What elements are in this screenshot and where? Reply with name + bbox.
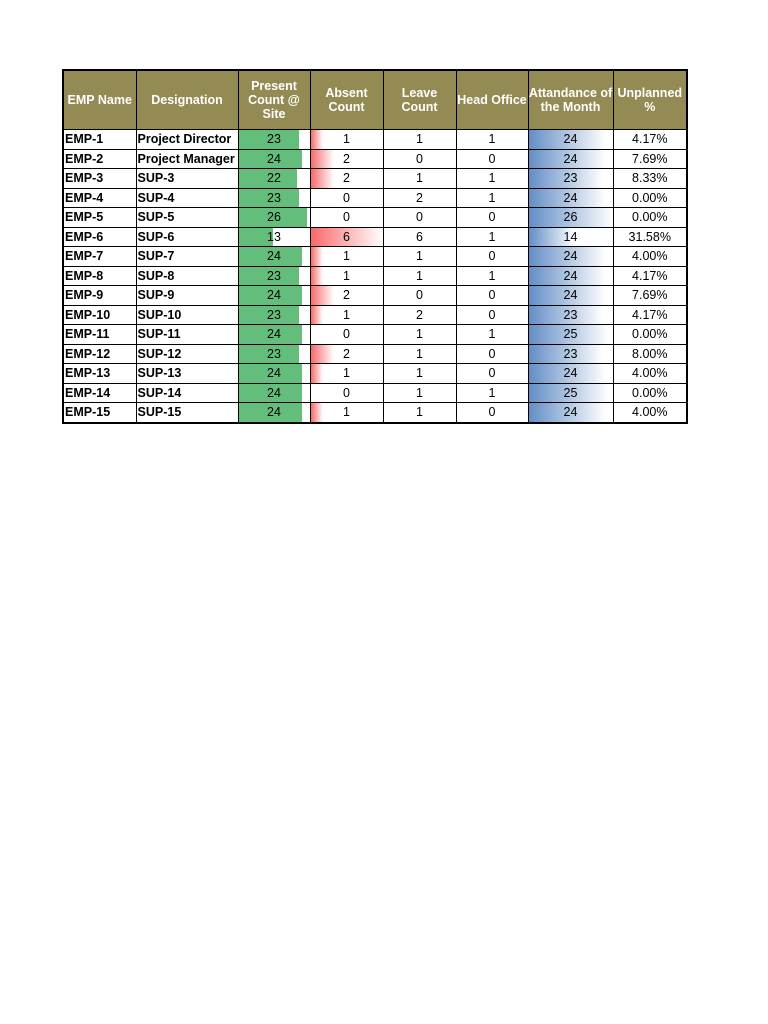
cell-emp-name[interactable]: EMP-12 — [63, 344, 136, 364]
cell-present-count[interactable] — [238, 227, 310, 247]
cell-designation[interactable]: Project Director — [136, 130, 238, 150]
cell-head-office[interactable]: 0 — [456, 403, 528, 423]
cell-present-count[interactable] — [238, 325, 310, 345]
cell-leave-count[interactable]: 1 — [383, 169, 456, 189]
cell-unplanned[interactable]: 4.00% — [613, 403, 687, 423]
cell-designation[interactable]: SUP-12 — [136, 344, 238, 364]
cell-leave-count[interactable]: 1 — [383, 344, 456, 364]
cell-absent-count[interactable] — [310, 169, 383, 189]
cell-present-count[interactable] — [238, 403, 310, 423]
cell-designation[interactable]: SUP-15 — [136, 403, 238, 423]
cell-attendance[interactable] — [528, 364, 613, 384]
cell-head-office[interactable]: 1 — [456, 227, 528, 247]
header-leave-count[interactable]: Leave Count — [383, 70, 456, 130]
cell-attendance-value: 23 — [563, 346, 578, 361]
header-row — [63, 70, 687, 130]
cell-attendance[interactable] — [528, 149, 613, 169]
cell-present-count-value: 24 — [267, 366, 281, 381]
cell-present-count-value: 24 — [267, 288, 281, 303]
cell-head-office[interactable]: 0 — [456, 305, 528, 325]
cell-absent-count-value: 1 — [343, 249, 350, 264]
cell-present-count[interactable] — [238, 247, 310, 267]
cell-present-count-value: 23 — [267, 346, 281, 361]
cell-absent-count[interactable] — [310, 364, 383, 384]
cell-absent-count-databar — [311, 267, 323, 286]
cell-designation[interactable]: SUP-3 — [136, 169, 238, 189]
table-row — [63, 364, 687, 384]
cell-present-count[interactable] — [238, 266, 310, 286]
table-row — [63, 247, 687, 267]
cell-designation[interactable]: SUP-14 — [136, 383, 238, 403]
cell-present-count-value: 23 — [267, 132, 281, 147]
cell-absent-count[interactable] — [310, 188, 383, 208]
table-row — [63, 208, 687, 228]
table-row — [63, 227, 687, 247]
cell-absent-count-value: 2 — [343, 346, 350, 361]
cell-leave-count[interactable]: 1 — [383, 325, 456, 345]
cell-present-count[interactable] — [238, 149, 310, 169]
cell-present-count-value: 23 — [267, 268, 281, 283]
cell-present-count-value: 24 — [267, 385, 281, 400]
cell-present-count[interactable] — [238, 344, 310, 364]
cell-absent-count-databar — [311, 130, 323, 149]
cell-attendance[interactable] — [528, 383, 613, 403]
cell-absent-count-databar — [311, 247, 323, 266]
cell-absent-count[interactable] — [310, 130, 383, 150]
cell-designation[interactable]: SUP-11 — [136, 325, 238, 345]
cell-present-count-value: 22 — [267, 171, 281, 186]
cell-present-count[interactable] — [238, 286, 310, 306]
cell-emp-name[interactable]: EMP-10 — [63, 305, 136, 325]
cell-leave-count[interactable]: 2 — [383, 305, 456, 325]
cell-emp-name[interactable]: EMP-5 — [63, 208, 136, 228]
cell-head-office[interactable]: 1 — [456, 266, 528, 286]
cell-attendance-value: 25 — [563, 327, 578, 342]
cell-unplanned[interactable]: 4.17% — [613, 305, 687, 325]
cell-designation[interactable]: SUP-9 — [136, 286, 238, 306]
cell-unplanned[interactable]: 31.58% — [613, 227, 687, 247]
cell-absent-count-value: 1 — [343, 132, 350, 147]
cell-absent-count[interactable] — [310, 286, 383, 306]
cell-attendance-value: 25 — [563, 385, 578, 400]
cell-head-office[interactable]: 0 — [456, 149, 528, 169]
cell-present-count-value: 24 — [267, 405, 281, 420]
cell-absent-count-databar — [311, 306, 323, 325]
cell-unplanned[interactable]: 7.69% — [613, 286, 687, 306]
cell-designation[interactable]: SUP-7 — [136, 247, 238, 267]
cell-head-office[interactable]: 1 — [456, 325, 528, 345]
table-body — [63, 130, 687, 423]
cell-unplanned[interactable]: 4.00% — [613, 247, 687, 267]
cell-emp-name[interactable]: EMP-8 — [63, 266, 136, 286]
cell-present-count[interactable] — [238, 383, 310, 403]
cell-emp-name[interactable]: EMP-9 — [63, 286, 136, 306]
cell-attendance-value: 24 — [563, 268, 578, 283]
cell-designation[interactable]: SUP-4 — [136, 188, 238, 208]
cell-attendance-value: 24 — [563, 288, 578, 303]
table-row — [63, 344, 687, 364]
cell-present-count[interactable] — [238, 364, 310, 384]
cell-emp-name[interactable]: EMP-2 — [63, 149, 136, 169]
header-absent-count[interactable]: Absent Count — [310, 70, 383, 130]
header-head-office[interactable]: Head Office — [456, 70, 528, 130]
cell-leave-count[interactable]: 6 — [383, 227, 456, 247]
cell-designation[interactable]: SUP-13 — [136, 364, 238, 384]
cell-absent-count-value: 1 — [343, 405, 350, 420]
cell-leave-count[interactable]: 1 — [383, 266, 456, 286]
table-row — [63, 286, 687, 306]
table-row — [63, 149, 687, 169]
header-emp-name[interactable]: EMP Name — [63, 70, 136, 130]
cell-unplanned[interactable]: 4.17% — [613, 130, 687, 150]
cell-head-office[interactable]: 0 — [456, 247, 528, 267]
cell-absent-count-databar — [311, 286, 335, 305]
cell-leave-count[interactable]: 1 — [383, 383, 456, 403]
cell-attendance-value: 14 — [563, 229, 578, 244]
header-present-count[interactable]: Present Count @ Site — [238, 70, 310, 130]
cell-attendance-value: 24 — [563, 190, 578, 205]
cell-attendance[interactable] — [528, 266, 613, 286]
cell-unplanned[interactable]: 4.00% — [613, 364, 687, 384]
cell-absent-count-value: 6 — [343, 229, 350, 244]
cell-absent-count[interactable] — [310, 208, 383, 228]
cell-leave-count[interactable]: 1 — [383, 247, 456, 267]
cell-emp-name[interactable]: EMP-15 — [63, 403, 136, 423]
cell-unplanned[interactable]: 8.00% — [613, 344, 687, 364]
cell-present-count-value: 23 — [267, 307, 281, 322]
cell-present-count-value: 26 — [267, 210, 281, 225]
cell-attendance[interactable] — [528, 325, 613, 345]
cell-absent-count-value: 1 — [343, 307, 350, 322]
cell-designation[interactable]: SUP-8 — [136, 266, 238, 286]
cell-attendance-value: 24 — [563, 249, 578, 264]
cell-absent-count-value: 1 — [343, 268, 350, 283]
cell-head-office[interactable]: 0 — [456, 208, 528, 228]
cell-unplanned[interactable]: 0.00% — [613, 188, 687, 208]
cell-designation[interactable]: Project Manager — [136, 149, 238, 169]
cell-attendance[interactable] — [528, 286, 613, 306]
cell-head-office[interactable]: 0 — [456, 286, 528, 306]
cell-absent-count-databar — [311, 169, 335, 188]
cell-absent-count-value: 1 — [343, 366, 350, 381]
cell-absent-count[interactable] — [310, 266, 383, 286]
cell-absent-count-databar — [311, 150, 335, 169]
table-row — [63, 130, 687, 150]
cell-emp-name[interactable]: EMP-3 — [63, 169, 136, 189]
table-row — [63, 266, 687, 286]
cell-absent-count[interactable] — [310, 403, 383, 423]
header-designation[interactable]: Designation — [136, 70, 238, 130]
cell-head-office[interactable]: 0 — [456, 364, 528, 384]
cell-absent-count-value: 0 — [343, 190, 350, 205]
cell-present-count[interactable] — [238, 208, 310, 228]
cell-emp-name[interactable]: EMP-4 — [63, 188, 136, 208]
cell-absent-count[interactable] — [310, 227, 383, 247]
cell-unplanned[interactable]: 4.17% — [613, 266, 687, 286]
cell-attendance-value: 26 — [563, 210, 578, 225]
header-unplanned[interactable]: Unplanned % — [613, 70, 687, 130]
cell-attendance[interactable] — [528, 188, 613, 208]
cell-absent-count-value: 0 — [343, 327, 350, 342]
cell-head-office[interactable]: 1 — [456, 169, 528, 189]
cell-leave-count[interactable]: 0 — [383, 286, 456, 306]
cell-leave-count[interactable]: 2 — [383, 188, 456, 208]
cell-emp-name[interactable]: EMP-13 — [63, 364, 136, 384]
cell-absent-count[interactable] — [310, 325, 383, 345]
cell-attendance-value: 24 — [563, 366, 578, 381]
cell-leave-count[interactable]: 1 — [383, 130, 456, 150]
cell-unplanned[interactable]: 8.33% — [613, 169, 687, 189]
cell-present-count-value: 23 — [267, 190, 281, 205]
cell-attendance-value: 24 — [563, 132, 578, 147]
cell-leave-count[interactable]: 1 — [383, 364, 456, 384]
cell-absent-count-value: 0 — [343, 385, 350, 400]
cell-attendance[interactable] — [528, 344, 613, 364]
cell-head-office[interactable]: 1 — [456, 188, 528, 208]
table-row — [63, 383, 687, 403]
cell-attendance[interactable] — [528, 227, 613, 247]
cell-absent-count[interactable] — [310, 149, 383, 169]
cell-absent-count[interactable] — [310, 383, 383, 403]
cell-unplanned[interactable]: 0.00% — [613, 383, 687, 403]
cell-emp-name[interactable]: EMP-14 — [63, 383, 136, 403]
cell-absent-count[interactable] — [310, 344, 383, 364]
cell-attendance-value: 24 — [563, 405, 578, 420]
cell-unplanned[interactable]: 0.00% — [613, 208, 687, 228]
table-row — [63, 169, 687, 189]
cell-absent-count-value: 0 — [343, 210, 350, 225]
table-row — [63, 188, 687, 208]
table-row — [63, 403, 687, 423]
cell-emp-name[interactable]: EMP-7 — [63, 247, 136, 267]
cell-leave-count[interactable]: 0 — [383, 149, 456, 169]
cell-absent-count-value: 2 — [343, 288, 350, 303]
attendance-table — [62, 69, 688, 424]
attendance-sheet — [62, 69, 686, 424]
cell-absent-count-databar — [311, 345, 335, 364]
cell-absent-count-databar — [311, 364, 323, 383]
cell-head-office[interactable]: 0 — [456, 344, 528, 364]
cell-leave-count[interactable]: 0 — [383, 208, 456, 228]
cell-attendance[interactable] — [528, 403, 613, 423]
cell-absent-count-databar — [311, 403, 323, 422]
table-row — [63, 325, 687, 345]
cell-attendance[interactable] — [528, 305, 613, 325]
cell-designation[interactable]: SUP-10 — [136, 305, 238, 325]
cell-emp-name[interactable]: EMP-1 — [63, 130, 136, 150]
cell-attendance[interactable] — [528, 169, 613, 189]
cell-present-count-value: 13 — [267, 229, 281, 244]
cell-present-count-value: 24 — [267, 327, 281, 342]
cell-attendance[interactable] — [528, 130, 613, 150]
cell-absent-count[interactable] — [310, 247, 383, 267]
cell-leave-count[interactable]: 1 — [383, 403, 456, 423]
cell-present-count[interactable] — [238, 130, 310, 150]
cell-present-count-value: 24 — [267, 151, 281, 166]
cell-attendance-value: 23 — [563, 307, 578, 322]
cell-present-count-value: 24 — [267, 249, 281, 264]
cell-unplanned[interactable]: 0.00% — [613, 325, 687, 345]
cell-designation[interactable]: SUP-6 — [136, 227, 238, 247]
cell-emp-name[interactable]: EMP-6 — [63, 227, 136, 247]
cell-absent-count-value: 2 — [343, 171, 350, 186]
cell-unplanned[interactable]: 7.69% — [613, 149, 687, 169]
cell-absent-count[interactable] — [310, 305, 383, 325]
cell-designation[interactable]: SUP-5 — [136, 208, 238, 228]
table-row — [63, 305, 687, 325]
cell-attendance[interactable] — [528, 208, 613, 228]
cell-emp-name[interactable]: EMP-11 — [63, 325, 136, 345]
cell-attendance-value: 24 — [563, 151, 578, 166]
cell-present-count[interactable] — [238, 188, 310, 208]
header-attendance[interactable]: Attandance of the Month — [528, 70, 613, 130]
cell-attendance-value: 23 — [563, 171, 578, 186]
cell-head-office[interactable]: 1 — [456, 130, 528, 150]
cell-attendance[interactable] — [528, 247, 613, 267]
cell-present-count[interactable] — [238, 305, 310, 325]
cell-head-office[interactable]: 1 — [456, 383, 528, 403]
cell-present-count[interactable] — [238, 169, 310, 189]
cell-absent-count-value: 2 — [343, 151, 350, 166]
